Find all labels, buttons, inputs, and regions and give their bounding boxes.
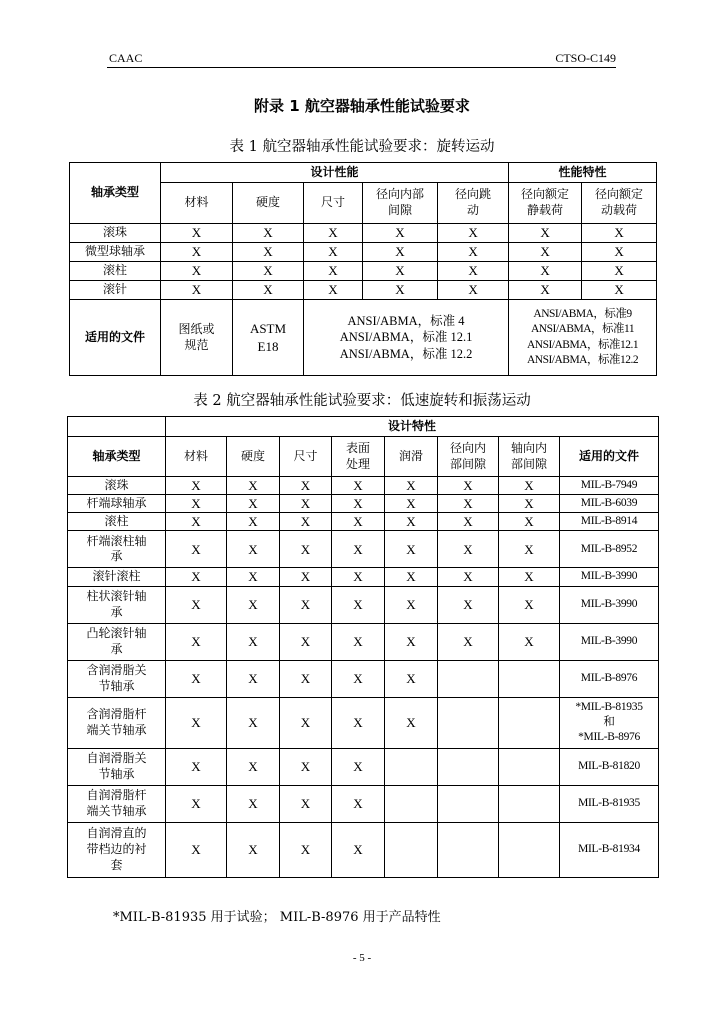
- table1: [69, 162, 657, 376]
- check-mark: X: [509, 281, 582, 300]
- check-mark: X: [438, 495, 499, 513]
- row-type-label: [68, 531, 166, 568]
- check-mark: [499, 697, 560, 748]
- check-mark: [499, 785, 560, 822]
- row-type-label: [68, 623, 166, 660]
- check-mark: X: [227, 513, 280, 531]
- table2-col-header: [280, 437, 332, 477]
- row-type-label-line: 杆端滚柱轴: [86, 533, 147, 548]
- check-mark: X: [280, 531, 332, 568]
- table1-docs-design-line: ANSI/ABMA，标准 12.1: [339, 330, 473, 345]
- check-mark: [499, 660, 560, 697]
- row-doc-line: MIL-B-81935: [578, 797, 640, 810]
- row-doc-line: MIL-B-8914: [580, 515, 638, 528]
- row-doc-line: MIL-B-3990: [580, 598, 638, 611]
- check-mark: X: [280, 495, 332, 513]
- check-mark: [438, 822, 499, 877]
- check-mark: X: [304, 243, 363, 262]
- row-type-label-line: 端关节轴承: [86, 722, 147, 737]
- row-type-label: 滚针: [70, 281, 161, 300]
- table2-col-header-line: 材料: [183, 448, 208, 463]
- check-mark: X: [332, 660, 385, 697]
- check-mark: X: [332, 785, 385, 822]
- table2-col-header-line: 径向内: [449, 440, 486, 455]
- table-row: [68, 586, 659, 623]
- row-type-label: [68, 495, 166, 513]
- check-mark: X: [227, 822, 280, 877]
- check-mark: X: [166, 568, 227, 586]
- check-mark: X: [385, 660, 438, 697]
- row-doc-line: *MIL-B-81935: [575, 700, 643, 713]
- row-doc: [560, 748, 659, 785]
- table-row: [70, 281, 657, 300]
- row-type-label-line: 滚针滚柱: [92, 569, 141, 584]
- row-doc: [560, 586, 659, 623]
- table1-col-header-line: 间隙: [387, 203, 412, 217]
- check-mark: X: [166, 586, 227, 623]
- row-type-label: [68, 748, 166, 785]
- row-type-label: [68, 822, 166, 877]
- check-mark: X: [385, 623, 438, 660]
- table2-col-header: [438, 437, 499, 477]
- check-mark: X: [280, 477, 332, 495]
- table1-col-header-line: 动: [467, 203, 480, 217]
- row-type-label-line: 凸轮滚针轴: [86, 625, 147, 640]
- check-mark: X: [233, 262, 304, 281]
- check-mark: X: [332, 495, 385, 513]
- check-mark: X: [363, 281, 438, 300]
- table-row: [70, 224, 657, 243]
- row-type-label-line: 自润滑脂关: [86, 750, 147, 765]
- row-doc-line: MIL-B-81934: [578, 843, 640, 856]
- table1-col-header: [582, 183, 657, 224]
- check-mark: X: [227, 531, 280, 568]
- row-doc: [560, 477, 659, 495]
- table2-col-type: 轴承类型: [68, 437, 166, 477]
- table2-col-header-line: 部间隙: [449, 456, 486, 471]
- table2-col-header-line: 润滑: [398, 448, 423, 463]
- check-mark: X: [280, 513, 332, 531]
- check-mark: [385, 822, 438, 877]
- table2-group-design: 设计特性: [166, 417, 659, 437]
- row-doc-line: MIL-B-8976: [580, 672, 638, 685]
- header-right: CTSO-C149: [555, 51, 616, 65]
- row-type-label: 微型球轴承: [70, 243, 161, 262]
- table1-docs-design-line: ANSI/ABMA，标准 4: [347, 313, 465, 328]
- check-mark: X: [385, 586, 438, 623]
- check-mark: X: [438, 262, 509, 281]
- table2-col-header-line: 硬度: [240, 448, 265, 463]
- row-type-label-line: 节轴承: [98, 766, 135, 781]
- table1-docs-perf-line: ANSI/ABMA，标准9: [533, 308, 632, 321]
- check-mark: X: [438, 623, 499, 660]
- check-mark: X: [385, 513, 438, 531]
- check-mark: X: [227, 748, 280, 785]
- row-doc: [560, 785, 659, 822]
- page-title: 附录 1 航空器轴承性能试验要求: [254, 97, 470, 115]
- row-doc: [560, 513, 659, 531]
- row-type-label-line: 自润滑脂杆: [86, 787, 147, 802]
- table-row: [68, 495, 659, 513]
- table2-col-header-line: 部间隙: [510, 456, 547, 471]
- check-mark: [385, 748, 438, 785]
- check-mark: X: [280, 822, 332, 877]
- check-mark: X: [166, 822, 227, 877]
- table1-docs-hardness-line: E18: [257, 338, 279, 354]
- check-mark: X: [332, 477, 385, 495]
- row-type-label-line: 滚柱: [104, 513, 129, 528]
- check-mark: X: [332, 623, 385, 660]
- check-mark: X: [438, 513, 499, 531]
- check-mark: X: [166, 623, 227, 660]
- check-mark: X: [166, 785, 227, 822]
- check-mark: X: [438, 477, 499, 495]
- table1-col-header-line: 径向额定: [521, 187, 570, 202]
- row-type-label-line: 柱状滚针轴: [86, 588, 147, 603]
- check-mark: X: [332, 822, 385, 877]
- row-type-label-line: 杆端球轴承: [86, 495, 147, 510]
- check-mark: X: [227, 785, 280, 822]
- table-row: [68, 660, 659, 697]
- check-mark: X: [438, 281, 509, 300]
- table-row: [68, 785, 659, 822]
- table1-group-perf: 性能特性: [509, 163, 657, 183]
- check-mark: X: [280, 748, 332, 785]
- row-type-label-line: 含润滑脂关: [86, 662, 147, 677]
- row-type-label: 滚珠: [70, 224, 161, 243]
- row-doc-line: MIL-B-3990: [580, 635, 638, 648]
- row-type-label-line: 含润滑脂杆: [86, 706, 147, 721]
- table1-col-header-line: 尺寸: [320, 195, 345, 210]
- table2-corner: [68, 417, 166, 437]
- check-mark: X: [509, 243, 582, 262]
- check-mark: X: [385, 697, 438, 748]
- check-mark: X: [161, 243, 233, 262]
- table-row: [70, 243, 657, 262]
- row-doc-line: MIL-B-81820: [578, 760, 640, 773]
- table1-docs-perf-line: ANSI/ABMA，标准11: [530, 323, 635, 336]
- check-mark: [438, 697, 499, 748]
- check-mark: X: [227, 623, 280, 660]
- check-mark: X: [363, 243, 438, 262]
- check-mark: [438, 660, 499, 697]
- check-mark: X: [280, 660, 332, 697]
- check-mark: [499, 748, 560, 785]
- table2-col-docs: 适用的文件: [560, 437, 659, 477]
- check-mark: X: [582, 281, 657, 300]
- check-mark: X: [227, 477, 280, 495]
- row-type-label-line: 套: [110, 857, 123, 872]
- check-mark: X: [332, 748, 385, 785]
- table-row: [68, 513, 659, 531]
- row-doc-line: MIL-B-8952: [580, 542, 638, 555]
- table1-caption: 表 1 航空器轴承性能试验要求：旋转运动: [229, 139, 495, 155]
- table-row: [68, 748, 659, 785]
- check-mark: X: [166, 477, 227, 495]
- row-type-label: 滚柱: [70, 262, 161, 281]
- table1-group-design: 设计性能: [161, 163, 509, 183]
- row-type-label: [68, 785, 166, 822]
- row-doc: [560, 822, 659, 877]
- check-mark: X: [166, 697, 227, 748]
- table-row: [68, 568, 659, 586]
- header-left: CAAC: [109, 51, 143, 65]
- table1-docs-label: 适用的文件: [70, 300, 161, 376]
- check-mark: X: [499, 513, 560, 531]
- table1-docs-perf: [509, 300, 657, 376]
- check-mark: X: [332, 568, 385, 586]
- table2-col-header: [332, 437, 385, 477]
- row-doc: [560, 697, 659, 748]
- table1-col-header: [161, 183, 233, 224]
- table1-docs-material: [161, 300, 233, 376]
- table2: [67, 416, 659, 878]
- check-mark: X: [233, 281, 304, 300]
- row-doc: [560, 531, 659, 568]
- table1-col-header-line: 静载荷: [527, 203, 564, 217]
- page-number: - 5 -: [352, 952, 372, 964]
- table1-docs-material-line: 规范: [184, 337, 209, 352]
- table1-col-header: [233, 183, 304, 224]
- check-mark: X: [509, 262, 582, 281]
- table-row: [70, 262, 657, 281]
- check-mark: X: [582, 262, 657, 281]
- table1-col-header-line: 动载荷: [601, 203, 638, 217]
- table1-col-header-line: 径向额定: [595, 187, 644, 202]
- row-doc-line: *MIL-B-8976: [578, 731, 640, 744]
- table-row: [68, 822, 659, 877]
- check-mark: X: [227, 495, 280, 513]
- row-doc-line: MIL-B-6039: [580, 497, 638, 510]
- check-mark: X: [280, 586, 332, 623]
- table1-col-header: [438, 183, 509, 224]
- header-rule: [107, 67, 616, 68]
- table1-col-header-line: 硬度: [255, 195, 280, 210]
- table1-docs-perf-line: ANSI/ABMA，标准12.1: [526, 338, 639, 351]
- table2-col-header-line: 轴向内: [510, 440, 547, 455]
- check-mark: X: [385, 568, 438, 586]
- row-type-label-line: 端关节轴承: [86, 803, 147, 818]
- check-mark: [438, 785, 499, 822]
- row-doc: [560, 623, 659, 660]
- row-doc: [560, 660, 659, 697]
- check-mark: X: [332, 513, 385, 531]
- table1-docs-perf-line: ANSI/ABMA，标准12.2: [526, 353, 639, 366]
- check-mark: X: [438, 224, 509, 243]
- table1-docs-design-line: ANSI/ABMA，标准 12.2: [339, 346, 473, 361]
- check-mark: X: [332, 697, 385, 748]
- check-mark: [385, 785, 438, 822]
- row-type-label-line: 自润滑直的: [86, 825, 147, 840]
- table2-col-header-line: 处理: [345, 456, 370, 471]
- table-row: [68, 531, 659, 568]
- table2-col-header: [499, 437, 560, 477]
- check-mark: X: [166, 513, 227, 531]
- check-mark: X: [227, 586, 280, 623]
- table1-col-header-line: 材料: [184, 195, 209, 210]
- check-mark: X: [161, 262, 233, 281]
- check-mark: [499, 822, 560, 877]
- check-mark: X: [385, 495, 438, 513]
- row-type-label: [68, 477, 166, 495]
- check-mark: X: [304, 224, 363, 243]
- check-mark: X: [385, 477, 438, 495]
- table1-docs-material-line: 图纸或: [178, 321, 215, 336]
- table2-col-header: [385, 437, 438, 477]
- check-mark: X: [438, 568, 499, 586]
- check-mark: X: [280, 785, 332, 822]
- check-mark: X: [166, 660, 227, 697]
- check-mark: X: [499, 495, 560, 513]
- row-type-label-line: 承: [110, 549, 123, 564]
- table-row: [68, 623, 659, 660]
- table2-col-header-line: 表面: [345, 440, 370, 455]
- footnote: *MIL-B-81935 用于试验； MIL-B-8976 用于产品特性: [113, 910, 441, 925]
- table1-col-header-line: 径向跳: [455, 187, 492, 202]
- check-mark: X: [363, 262, 438, 281]
- check-mark: X: [499, 586, 560, 623]
- check-mark: X: [499, 568, 560, 586]
- row-type-label: [68, 697, 166, 748]
- check-mark: X: [438, 586, 499, 623]
- check-mark: X: [161, 281, 233, 300]
- row-type-label: [68, 568, 166, 586]
- table1-col-header: [363, 183, 438, 224]
- table-row: [68, 697, 659, 748]
- check-mark: [438, 748, 499, 785]
- table2-col-header-line: 尺寸: [293, 448, 318, 463]
- row-doc-line: 和: [603, 716, 615, 729]
- row-type-label-line: 带档边的衬: [86, 841, 147, 856]
- check-mark: X: [280, 568, 332, 586]
- check-mark: X: [233, 243, 304, 262]
- check-mark: X: [385, 531, 438, 568]
- row-type-label: [68, 513, 166, 531]
- table1-docs-design: [304, 300, 509, 376]
- check-mark: X: [166, 748, 227, 785]
- table2-col-header: [166, 437, 227, 477]
- check-mark: X: [438, 243, 509, 262]
- row-type-label: [68, 660, 166, 697]
- row-type-label-line: 滚珠: [104, 477, 129, 492]
- row-type-label-line: 承: [110, 641, 123, 656]
- check-mark: X: [161, 224, 233, 243]
- check-mark: X: [509, 224, 582, 243]
- check-mark: X: [227, 568, 280, 586]
- row-doc-line: MIL-B-3990: [580, 570, 638, 583]
- check-mark: X: [166, 495, 227, 513]
- check-mark: X: [304, 281, 363, 300]
- table2-caption: 表 2 航空器轴承性能试验要求：低速旋转和振荡运动: [193, 393, 531, 409]
- check-mark: X: [499, 623, 560, 660]
- table1-docs-hardness: [233, 300, 304, 376]
- row-doc-line: MIL-B-7949: [580, 478, 638, 491]
- check-mark: X: [304, 262, 363, 281]
- table1-col-header-line: 径向内部: [375, 187, 424, 202]
- check-mark: X: [166, 531, 227, 568]
- check-mark: X: [582, 224, 657, 243]
- row-type-label-line: 承: [110, 604, 123, 619]
- check-mark: X: [499, 477, 560, 495]
- check-mark: X: [227, 697, 280, 748]
- check-mark: X: [582, 243, 657, 262]
- table2-col-header: [227, 437, 280, 477]
- table1-col-header: [509, 183, 582, 224]
- row-type-label-line: 节轴承: [98, 678, 135, 693]
- table1-col-header: [304, 183, 363, 224]
- table-row: [68, 477, 659, 495]
- check-mark: X: [280, 697, 332, 748]
- check-mark: X: [499, 531, 560, 568]
- row-type-label: [68, 586, 166, 623]
- row-doc: [560, 568, 659, 586]
- check-mark: X: [363, 224, 438, 243]
- check-mark: X: [280, 623, 332, 660]
- check-mark: X: [332, 531, 385, 568]
- check-mark: X: [227, 660, 280, 697]
- check-mark: X: [438, 531, 499, 568]
- row-doc: [560, 495, 659, 513]
- check-mark: X: [233, 224, 304, 243]
- table1-docs-hardness-line: ASTM: [249, 321, 287, 337]
- check-mark: X: [332, 586, 385, 623]
- table1-col-type: 轴承类型: [70, 163, 161, 224]
